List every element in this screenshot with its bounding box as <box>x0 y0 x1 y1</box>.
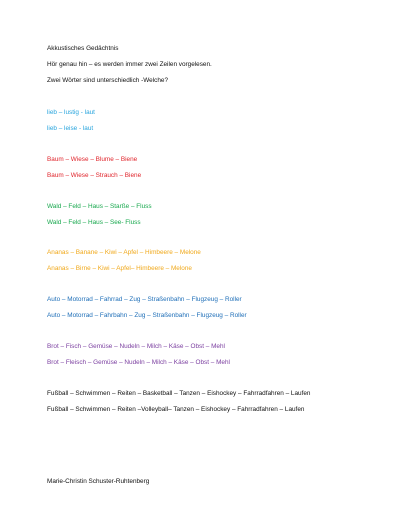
word-row-7a: Fußball – Schwimmen – Reiten – Basketball – Tanzen – Eishockey – Fahrradfahren – Laufen <box>47 390 311 397</box>
word-row-5a: Auto – Motorrad – Fahrrad – Zug – Straßenbahn – Flugzeug – Roller <box>47 296 242 303</box>
author-footer: Marie-Christin Schuster-Ruhtenberg <box>47 478 150 485</box>
word-row-6b: Brot – Fleisch – Gemüse – Nudeln – Milch – Käse – Obst – Mehl <box>47 359 230 366</box>
word-row-2a: Baum – Wiese – Blume – Biene <box>47 156 138 163</box>
word-row-5b: Auto – Motorrad – Fahrbahn – Zug – Straßenbahn – Flugzeug – Roller <box>47 312 247 319</box>
instruction-line-2: Zwei Wörter sind unterschiedlich -Welche? <box>47 77 168 84</box>
word-row-1b: lieb – leise - laut <box>47 125 94 132</box>
word-row-2b: Baum – Wiese – Strauch – Biene <box>47 172 142 179</box>
word-row-3a: Wald – Feld – Haus – Starße – Fluss <box>47 203 152 210</box>
word-row-3b: Wald – Feld – Haus – See- Fluss <box>47 219 141 226</box>
word-row-4a: Ananas – Banane – Kiwi – Apfel – Himbeere – Melone <box>47 249 201 256</box>
word-row-6a: Brot – Fisch – Gemüse – Nudeln – Milch – Käse – Obst – Mehl <box>47 343 225 350</box>
word-row-7b: Fußball – Schwimmen – Reiten –Volleyball– Tanzen – Eishockey – Fahrradfahren – Laufen <box>47 406 305 413</box>
instruction-line-1: Hör genau hin – es werden immer zwei Zeilen vorgelesen. <box>47 61 212 68</box>
document-title: Akkustisches Gedächtnis <box>47 45 119 52</box>
word-row-1a: lieb – lustig - laut <box>47 109 95 116</box>
word-row-4b: Ananas – Birne – Kiwi – Apfel– Himbeere – Melone <box>47 265 192 272</box>
